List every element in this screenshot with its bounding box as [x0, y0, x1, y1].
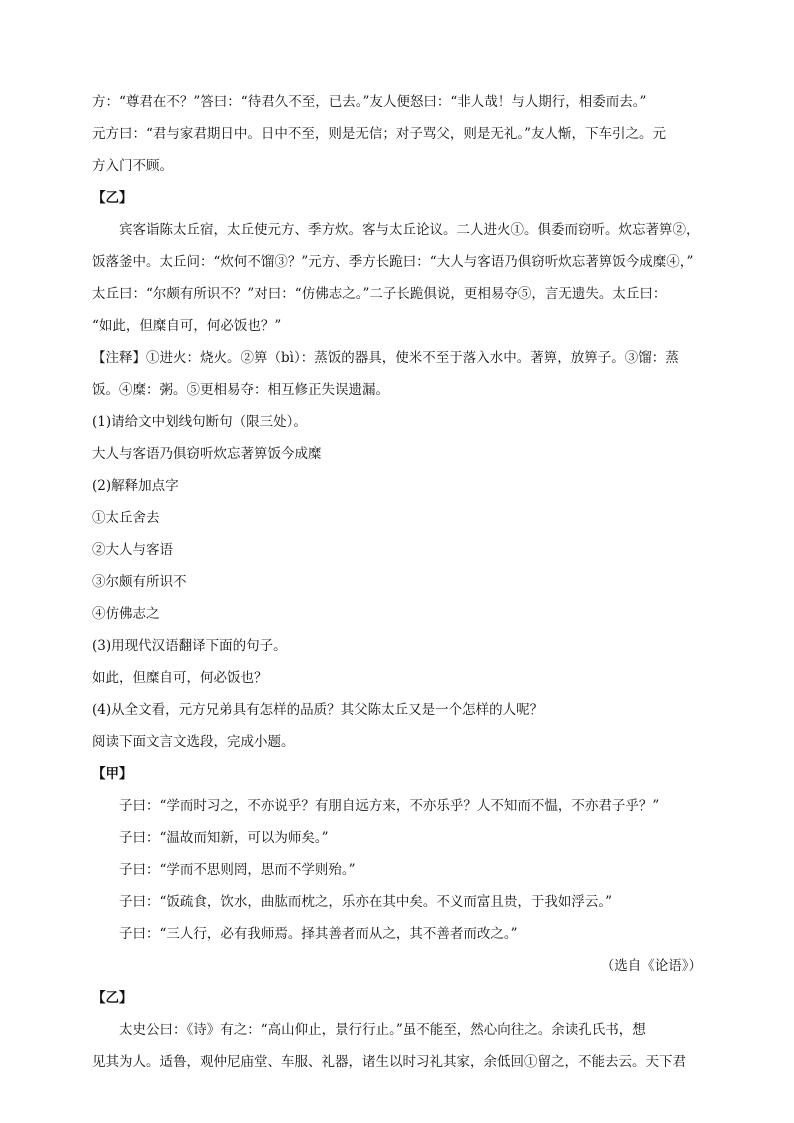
question-item: ③尔颇有所识不	[92, 574, 187, 590]
text-line: 子曰：“学而时习之，不亦说乎？有朋自远方来，不亦乐乎？人不知而不愠，不亦君子乎？”	[119, 798, 660, 814]
annotation-line: 【注释】①进火：烧火。②箅（bì）：蒸饭的器具，使米不至于落入水中。著箅，放箅子。③馏：蒸	[92, 350, 679, 366]
question-line: (1)请给文中划线句断句（限三处）。	[92, 414, 307, 430]
question-line: 如此，但糜自可，何必饭也？	[92, 670, 268, 686]
text-line: 太丘曰：“尔颇有所识不？”对曰：“仿佛志之。”二子长跪俱说，更相易夺⑤，言无遗失。太丘曰：	[92, 286, 667, 302]
instruction-line: 阅读下面文言文选段，完成小题。	[92, 734, 295, 750]
section-heading: 【乙】	[92, 990, 133, 1006]
question-item: ①太丘舍去	[92, 510, 160, 526]
annotation-line: 饭。④糜：粥。⑤更相易夺：相互修正失误遗漏。	[92, 382, 389, 398]
text-line: 子曰：“温故而知新，可以为师矣。”	[119, 830, 329, 846]
text-line: 方入门不顾。	[92, 158, 173, 174]
section-heading: 【甲】	[92, 766, 133, 782]
question-line: (4)从全文看，元方兄弟具有怎样的品质？其父陈太丘又是一个怎样的人呢？	[92, 702, 544, 718]
question-line: 大人与客语乃俱窃听炊忘著箅饭今成糜	[92, 446, 322, 462]
text-line: 子曰：“饭疏食，饮水，曲肱而枕之，乐亦在其中矣。不义而富且贵，于我如浮云。”	[119, 894, 613, 910]
text-line: 子曰：“学而不思则罔，思而不学则殆。”	[119, 862, 356, 878]
text-line: 见其为人。适鲁，观仲尼庙堂、车服、礼器，诸生以时习礼其家，余低回①留之，不能去云。天下君	[92, 1054, 686, 1070]
text-line: 太史公曰：《诗》有之：“高山仰止，景行行止。”虽不能至，然心向往之。余读孔氏书，想	[119, 1022, 646, 1038]
text-line: 方：“尊君在不？”答曰：“待君久不至，已去。”友人便怒曰：“非人哉！与人期行，相委而去。”	[92, 94, 647, 110]
question-line: (3)用现代汉语翻译下面的句子。	[92, 638, 287, 654]
section-heading: 【乙】	[92, 190, 133, 206]
question-item: ④仿佛志之	[92, 606, 160, 622]
text-line: 元方曰：“君与家君期日中。日中不至，则是无信；对子骂父，则是无礼。”友人惭，下车引之。元	[92, 126, 667, 142]
source-citation: （选自《论语》）	[600, 958, 702, 974]
text-line: 宾客诣陈太丘宿，太丘使元方、季方炊。客与太丘论议。二人进火①。俱委而窃听。炊忘著箅②，	[119, 222, 700, 238]
text-line: “如此，但糜自可，何必饭也？”	[92, 318, 282, 334]
text-line: 子曰：“三人行，必有我师焉。择其善者而从之，其不善者而改之。”	[119, 926, 518, 942]
question-item: ②大人与客语	[92, 542, 173, 558]
text-line-underlined-sentence: 饭落釜中。太丘问：“炊何不馏③？”元方、季方长跪曰：“大人与客语乃俱窃听炊忘著箅饭今成糜④，”	[92, 254, 694, 270]
question-line: (2)解释加点字	[92, 478, 179, 494]
